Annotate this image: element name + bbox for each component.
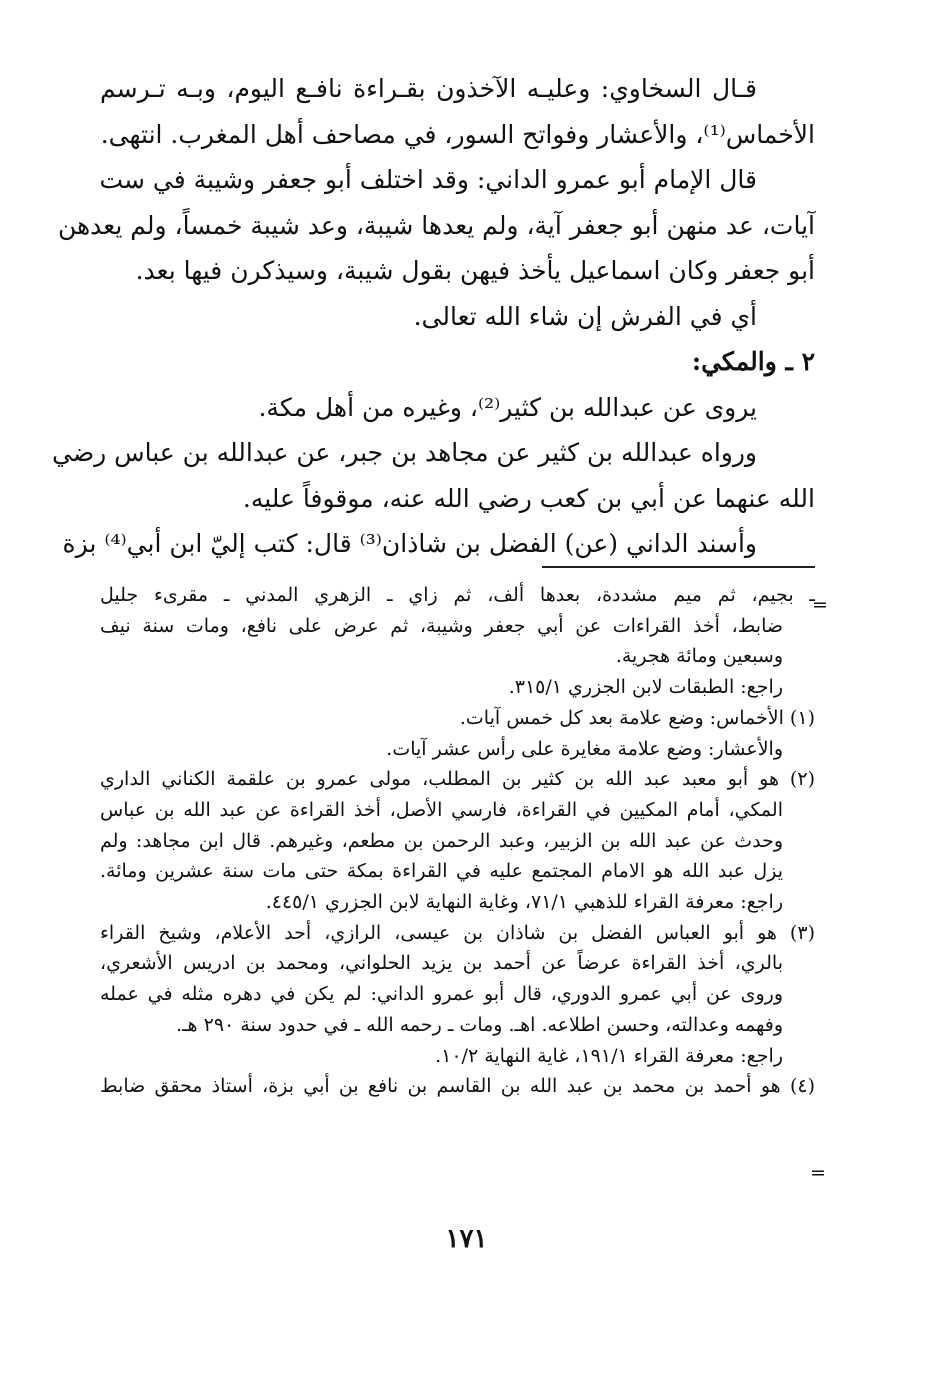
main-line-1: قـال السخاوي: وعليـه الآخذون بقـراءة نافـع اليوم، وبـه تـرسم	[100, 74, 757, 103]
footnote-line-10: يزل عبد الله هو الامام المجتمع عليه في القراءة بمكة حتى مات سنة عشرين ومائة.	[100, 860, 783, 883]
page-number: ١٧١	[445, 1224, 488, 1254]
footnote-line-16: راجع: معرفة القراء ١٩١/١، غاية النهاية ١٠/٢.	[435, 1044, 783, 1067]
continuation-mark-end: =	[810, 1162, 826, 1184]
footnote-line-5: (١) الأخماس: وضع علامة بعد كل خمس آيات.	[459, 706, 815, 729]
footnote-line-12: (٣) هو أبو العباس الفضل بن شاذان بن عيسى، الرازي، أحد الأعلام، وشيخ القراء	[100, 921, 815, 944]
main-line-2: الأخماس⁽¹⁾، والأعشار وفواتح السور، في مصاحف أهل المغرب. انتهى.	[100, 119, 815, 149]
footnote-line-14: وروى عن أبي عمرو الدوري، قال أبو عمرو الداني: لم يكن في دهره مثله في عمله	[100, 983, 783, 1006]
footnote-line-8: المكي، أمام المكيين في القراءة، فارسي الأصل، أخذ القراءة عن عبد الله بن عباس	[100, 798, 783, 821]
footnote-line-3: وسبعين ومائة هجرية.	[615, 645, 783, 668]
footnote-line-6: والأعشار: وضع علامة مغايرة على رأس عشر آيات.	[386, 737, 783, 760]
main-text	[52, 66, 815, 567]
main-line-9: ورواه عبدالله بن كثير عن مجاهد بن جبر، عن عبدالله بن عباس رضي	[52, 438, 757, 467]
footnotes	[100, 580, 815, 1102]
footnote-line-17: (٤) هو أحمد بن محمد بن عبد الله بن القاسم بن نافع بن أبي بزة، أستاذ محقق ضابط	[100, 1075, 815, 1098]
footnote-line-11: راجع: معرفة القراء للذهبي ٧١/١، وغاية النهاية لابن الجزري ٤٤٥/١.	[265, 891, 783, 914]
main-line-5: أبو جعفر وكان اسماعيل يأخذ فيهن بقول شيبة، وسيذكرن فيها بعد.	[135, 256, 815, 285]
main-line-3: قال الإمام أبو عمرو الداني: وقد اختلف أبو جعفر وشيبة في ست	[99, 165, 757, 194]
section-heading: ٢ ـ والمكي:	[691, 347, 815, 376]
main-line-6: أي في الفرش إن شاء الله تعالى.	[413, 301, 757, 331]
continuation-mark: =	[812, 594, 828, 616]
footnote-separator	[542, 566, 815, 568]
footnote-line-9: وحدث عن عبد الله بن الزبير، وعبد الرحمن بن مطعم، وغيرهم. قال ابن مجاهد: ولم	[100, 829, 783, 852]
footnote-line-7: (٢) هو أبو معبد عبد الله بن كثير بن المطلب، مولى عمرو بن علقمة الكناني الداري	[100, 768, 815, 791]
main-line-4: آيات، عد منهن أبو جعفر آية، ولم يعدها شيبة، وعد شيبة خمساً، ولم يعدهن	[57, 210, 815, 240]
footnote-line-1: ـ بجيم، ثم ميم مشددة، بعدها ألف، ثم زاي ـ الزهري المدني ـ مقرىء جليل	[100, 584, 815, 606]
main-line-11: وأسند الداني (عن) الفضل بن شاذان⁽³⁾ قال: كتب إليّ ابن أبي⁽⁴⁾ بزة	[62, 529, 757, 558]
footnote-line-13: بالري، أخذ القراءة عرضاً عن أحمد بن يزيد الحلواني، ومحمد بن ادريس الأشعري،	[100, 952, 783, 975]
footnote-line-4: راجع: الطبقات لابن الجزري ٣١٥/١.	[508, 676, 783, 699]
main-line-10: الله عنهما عن أبي بن كعب رضي الله عنه، موقوفاً عليه.	[242, 483, 815, 513]
footnote-line-15: وفهمه وعدالته، وحسن اطلاعه. اهـ. ومات ـ رحمه الله ـ في حدود سنة ٢٩٠ هـ.	[175, 1013, 783, 1036]
main-line-8: يروى عن عبدالله بن كثير⁽²⁾، وغيره من أهل مكة.	[258, 392, 757, 422]
footnote-line-2: ضابط، أخذ القراءات عن أبي جعفر وشيبة، ثم عرض على نافع، ومات سنة نيف	[100, 614, 783, 637]
